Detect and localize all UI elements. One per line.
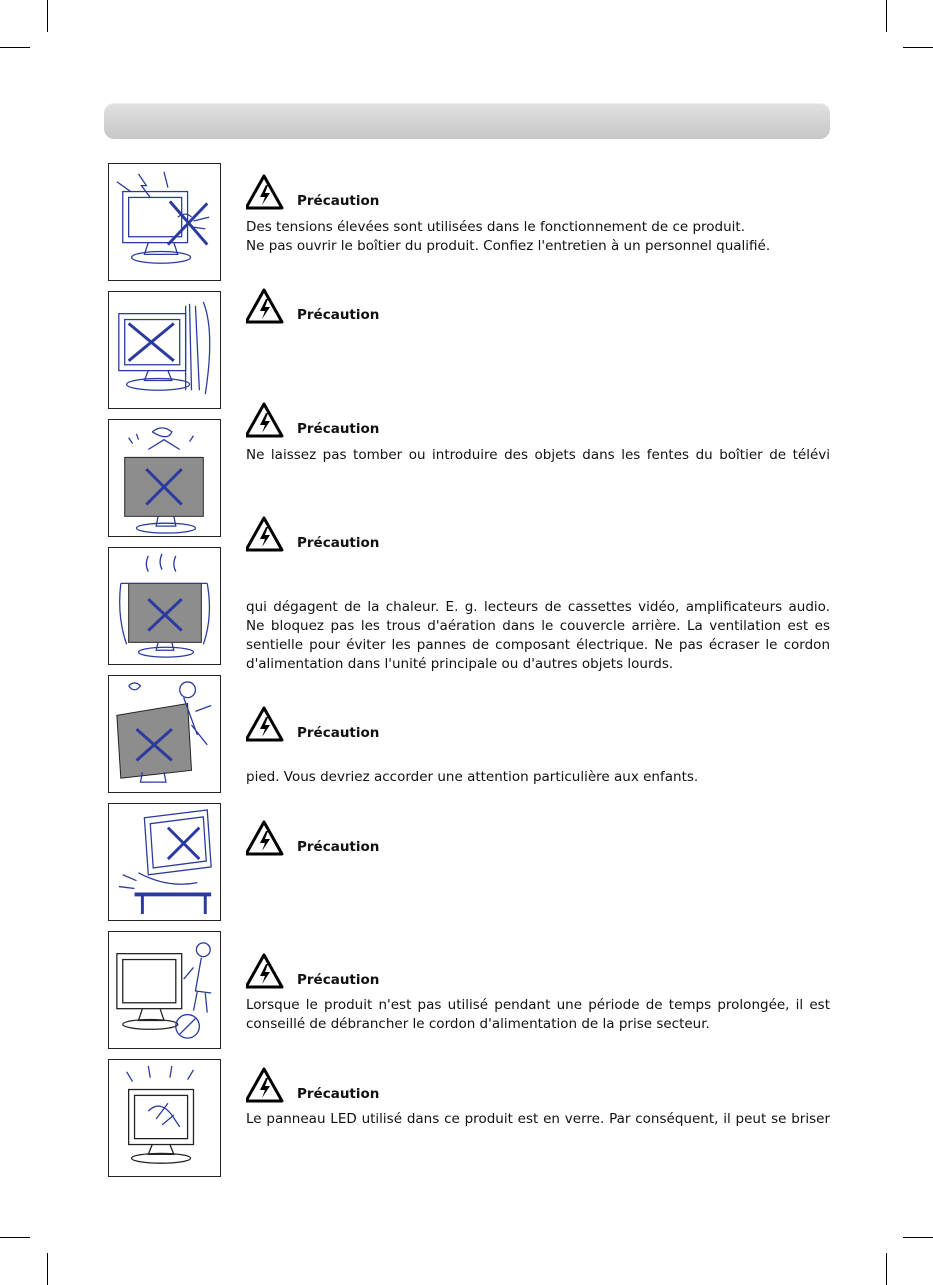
caution-label: Précaution — [297, 193, 380, 209]
caution-label: Précaution — [297, 421, 380, 437]
crop-mark — [886, 1253, 887, 1285]
object-falling-tv-illustration — [108, 419, 221, 537]
crop-mark — [47, 0, 48, 32]
caution-label: Précaution — [297, 839, 380, 855]
caution-text-line: d'alimentation dans l'unité principale ou d'autres objets lourds. — [246, 656, 674, 672]
high-voltage-warning-icon — [246, 953, 291, 989]
caution-text-line: Ne bloquez pas les trous d'aération dans le couvercle arrière. La ventilation est es — [246, 618, 830, 634]
caution-text-line: sentielle pour éviter les pannes de composant électrique. Ne pas écraser le cordon — [246, 637, 830, 653]
crop-mark — [0, 1237, 30, 1238]
caution-label: Précaution — [297, 535, 380, 551]
high-voltage-warning-icon — [246, 1067, 291, 1103]
caution-text-line: Des tensions élevées sont utilisées dans le fonctionnement de ce produit. — [246, 219, 746, 235]
caution-text-line: pied. Vous devriez accorder une attention particulière aux enfants. — [246, 769, 699, 785]
unstable-table-tv-illustration — [108, 803, 221, 921]
caution-label: Précaution — [297, 972, 380, 988]
caution-text-line: Lorsque le produit n'est pas utilisé pendant une période de temps prolongée, il est — [246, 997, 830, 1013]
unplug-tv-illustration — [108, 931, 221, 1049]
caution-label: Précaution — [297, 1086, 380, 1102]
crop-mark — [0, 47, 30, 48]
child-climbing-tv-illustration — [108, 675, 221, 793]
section-header-bar — [104, 103, 830, 139]
caution-label: Précaution — [297, 307, 380, 323]
crop-mark — [903, 47, 933, 48]
crop-mark — [886, 0, 887, 32]
crop-mark — [903, 1237, 933, 1238]
caution-text-line: Ne pas ouvrir le boîtier du produit. Confiez l'entretien à un personnel qualifié. — [246, 238, 771, 254]
high-voltage-warning-icon — [246, 820, 291, 856]
curtain-tv-illustration — [108, 291, 221, 409]
high-voltage-warning-icon — [246, 706, 291, 742]
high-voltage-warning-icon — [246, 402, 291, 438]
caution-text-line: Le panneau LED utilisé dans ce produit est en verre. Par conséquent, il peut se briser — [246, 1111, 830, 1127]
glass-panel-tv-illustration — [108, 1059, 221, 1177]
high-voltage-warning-icon — [246, 516, 291, 552]
caution-text-line: conseillé de débrancher le cordon d'alimentation de la prise secteur. — [246, 1016, 710, 1032]
high-voltage-warning-icon — [246, 174, 291, 210]
caution-label: Précaution — [297, 725, 380, 741]
crop-mark — [47, 1253, 48, 1285]
caution-text-line: Ne laissez pas tomber ou introduire des objets dans les fentes du boîtier de télévi — [246, 447, 830, 463]
covered-tv-illustration — [108, 547, 221, 665]
caution-text-line: qui dégagent de la chaleur. E. g. lecteurs de cassettes vidéo, amplificateurs audio. — [246, 599, 830, 615]
high-voltage-warning-icon — [246, 288, 291, 324]
high-voltage-tv-illustration — [108, 163, 221, 281]
